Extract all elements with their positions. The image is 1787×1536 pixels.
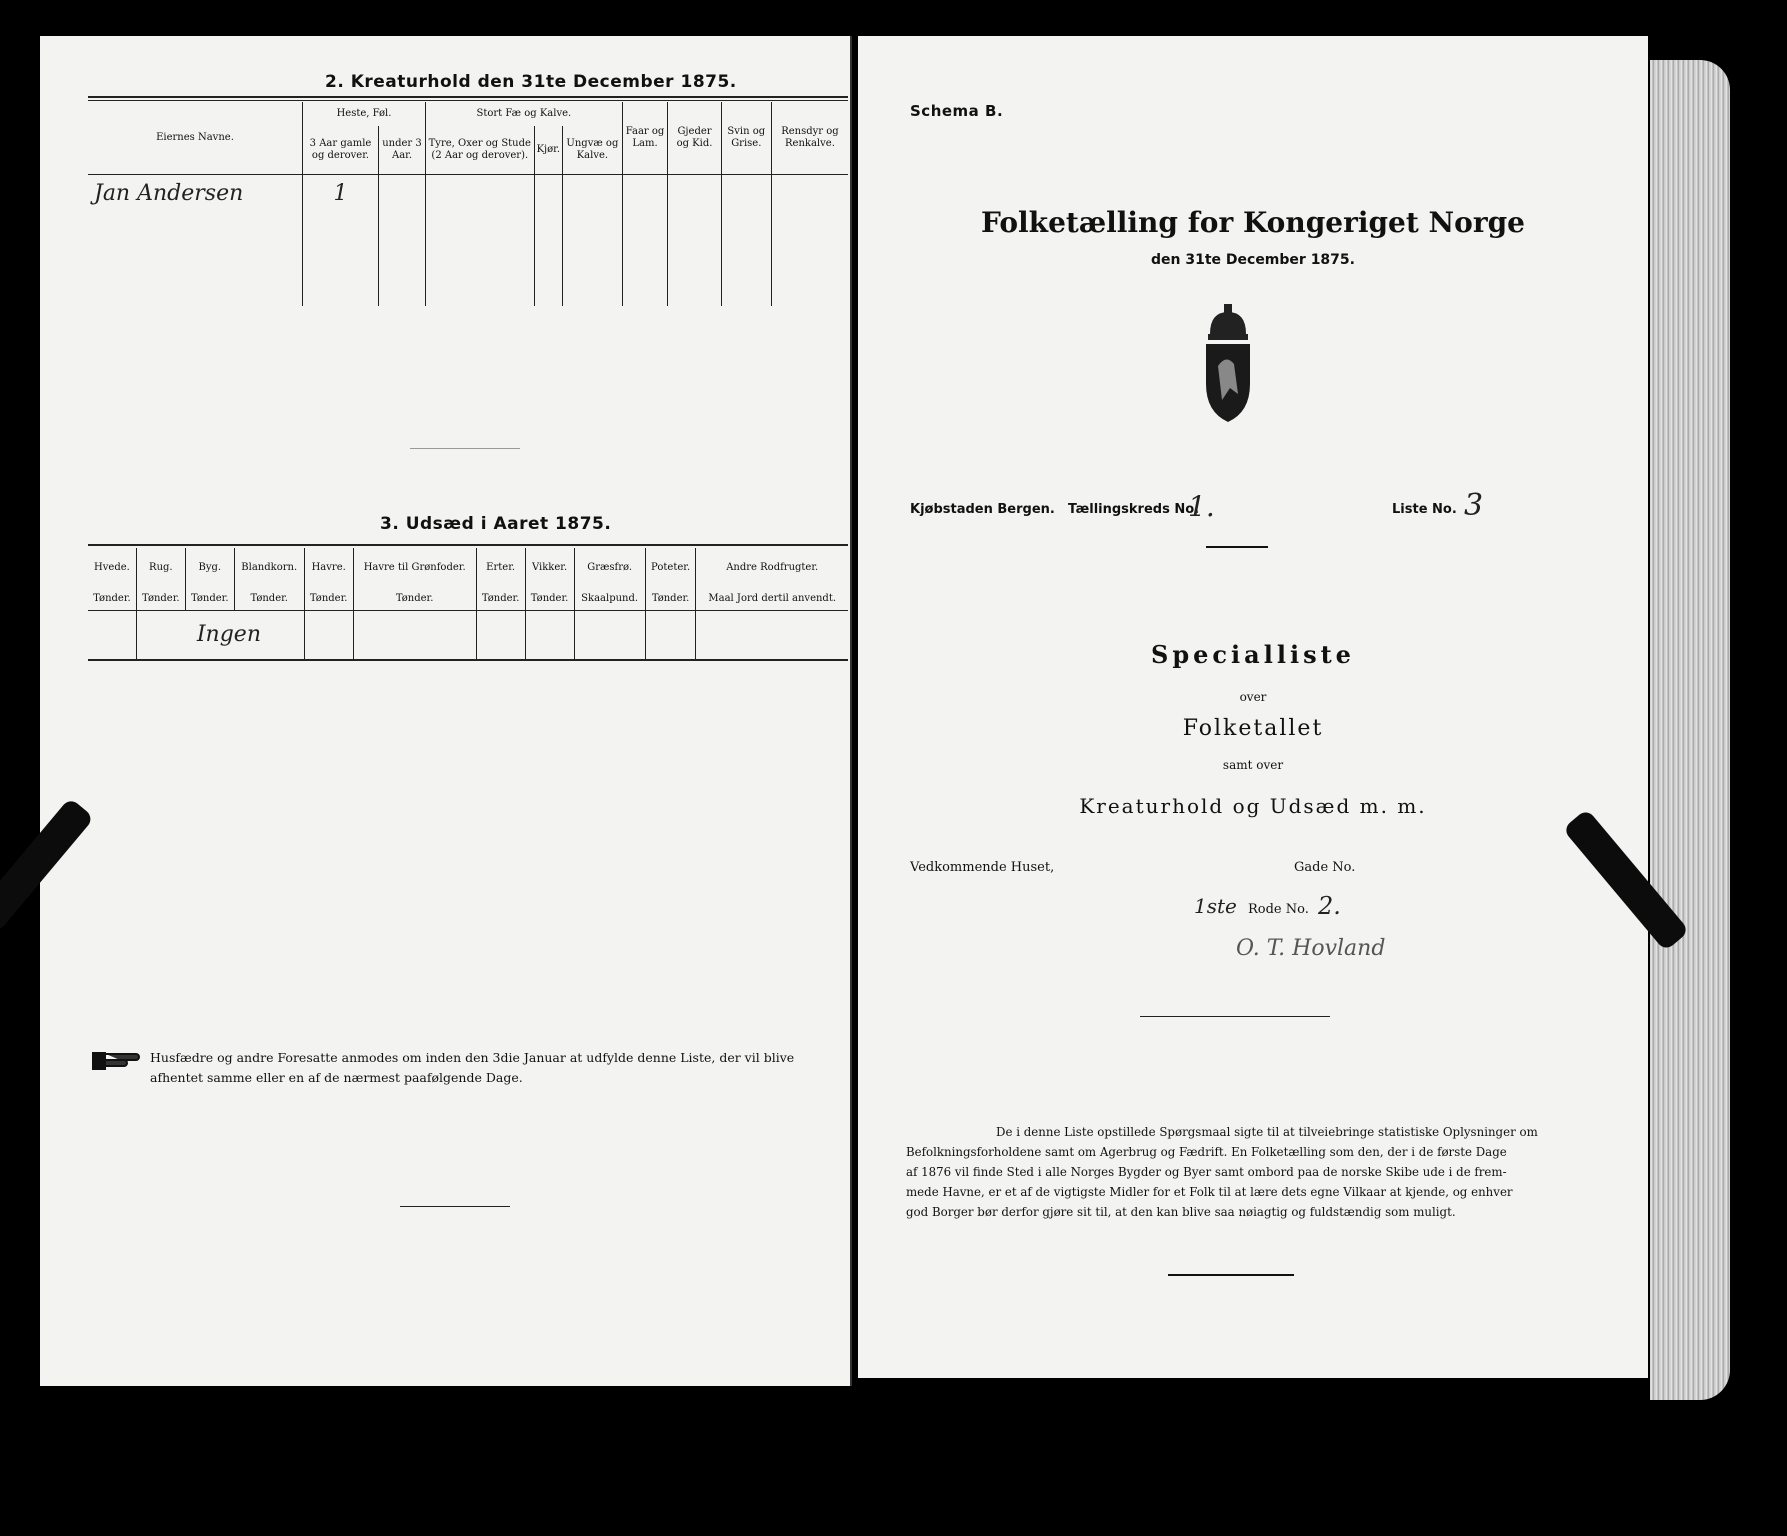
cattle-header: Stort Fæ og Kalve. bbox=[426, 102, 623, 126]
rode-value[interactable]: 2. bbox=[1318, 892, 1341, 920]
sheep-header: Faar og Lam. bbox=[622, 102, 668, 174]
body-line4: mede Havne, er et af de vigtigste Midler for et Folk til at lære dets egne Vilkaar at kjende, og enhver bbox=[906, 1185, 1513, 1199]
date-line: den 31te December 1875. bbox=[1151, 252, 1355, 268]
seed-top-rule bbox=[88, 544, 848, 546]
seed-table bbox=[88, 548, 848, 661]
reindeer-header: Rensdyr og Renkalve. bbox=[781, 126, 839, 149]
seed-unit-0: Tønder. bbox=[88, 588, 136, 610]
kreaturhold-title: Kreaturhold og Udsæd m. m. bbox=[1079, 794, 1427, 818]
seed-unit-9: Tønder. bbox=[645, 588, 696, 610]
folketallet: Folketallet bbox=[1182, 716, 1324, 741]
horses-header: Heste, Føl. bbox=[303, 102, 426, 126]
table-row bbox=[88, 174, 848, 212]
owner-signature: O. T. Hovland bbox=[1236, 936, 1386, 961]
seed-header-7: Vikker. bbox=[531, 562, 568, 574]
district-label: Tællingskreds No. bbox=[1068, 502, 1200, 517]
gade-label: Gade No. bbox=[1294, 860, 1356, 875]
horses-sub2: under 3 Aar. bbox=[379, 126, 426, 174]
horses-count: 1 bbox=[333, 180, 348, 206]
seed-header-1: Rug. bbox=[149, 562, 173, 574]
seed-unit-2: Tønder. bbox=[185, 588, 234, 610]
rode-prefix[interactable]: 1ste bbox=[1194, 894, 1237, 918]
seed-header-10: Andre Rodfrugter. bbox=[726, 562, 819, 574]
seed-header-9: Poteter. bbox=[651, 562, 691, 574]
district-value[interactable]: 1. bbox=[1188, 490, 1215, 523]
notice bbox=[150, 1048, 840, 1088]
seed-header-3: Blandkorn. bbox=[241, 562, 298, 574]
table-row bbox=[88, 212, 848, 244]
table-row bbox=[88, 610, 848, 660]
right-page bbox=[858, 36, 1648, 1378]
bottom-divider bbox=[400, 1206, 510, 1207]
cattle-sub3: Ungvæ og Kalve. bbox=[563, 126, 623, 174]
pointing-hand-icon bbox=[90, 1048, 142, 1072]
seed-header-2: Byg. bbox=[198, 562, 222, 574]
cattle-sub2: Kjør. bbox=[534, 126, 562, 174]
divider bbox=[1140, 1016, 1330, 1017]
seed-header-5: Havre til Grønfoder. bbox=[363, 562, 466, 574]
left-page bbox=[40, 36, 852, 1386]
seed-unit-3: Tønder. bbox=[234, 588, 304, 610]
seed-unit-10: Maal Jord dertil anvendt. bbox=[708, 593, 837, 604]
seed-unit-7: Tønder. bbox=[525, 588, 574, 610]
body-text bbox=[906, 1122, 1606, 1222]
body-line1: De i denne Liste opstillede Spørgsmaal sigte til at tilveiebringe statistiske Oplysninger om bbox=[996, 1125, 1538, 1139]
seed-unit-4: Tønder. bbox=[304, 588, 353, 610]
body-line2: Befolkningsforholdene samt om Agerbrug og Fædrift. En Folketælling som den, der i de første Dage bbox=[906, 1145, 1507, 1159]
top-rule bbox=[88, 96, 848, 98]
goats-header: Gjeder og Kid. bbox=[668, 102, 721, 174]
house-label: Vedkommende Huset, bbox=[910, 860, 1055, 875]
seed-unit-6: Tønder. bbox=[476, 588, 525, 610]
schema-label: Schema B. bbox=[910, 102, 1004, 120]
coat-of-arms-icon bbox=[1200, 304, 1256, 424]
over-text: over bbox=[1239, 690, 1267, 704]
body-line5: god Borger bør derfor gjøre sit til, at den kan blive saa nøiagtig og fuldstændig som muligt. bbox=[906, 1205, 1456, 1219]
table-row bbox=[88, 276, 848, 306]
special-title: Specialliste bbox=[1151, 640, 1355, 669]
seed-note: Ingen bbox=[196, 622, 261, 648]
notice-line1: Husfædre og andre Foresatte anmodes om inden den 3die Januar at udfylde denne Liste, der vil blive bbox=[150, 1050, 795, 1065]
seed-header-8: Græsfrø. bbox=[587, 562, 633, 574]
notice-line2: afhentet samme eller en af de nærmest paafølgende Dage. bbox=[150, 1070, 523, 1085]
seed-unit-1: Tønder. bbox=[136, 588, 185, 610]
cattle-sub1: Tyre, Oxer og Stude (2 Aar og derover). bbox=[426, 126, 535, 174]
seed-header-0: Hvede. bbox=[94, 562, 130, 574]
seed-unit-8: Skaalpund. bbox=[574, 588, 645, 610]
seed-unit-5: Tønder. bbox=[353, 588, 476, 610]
pigs-header: Svin og Grise. bbox=[721, 102, 771, 174]
list-label: Liste No. bbox=[1392, 502, 1457, 517]
owner-name: Jan Andersen bbox=[94, 180, 244, 206]
main-title: Folketælling for Kongeriget Norge bbox=[981, 206, 1525, 239]
seed-header-6: Erter. bbox=[486, 562, 516, 574]
bottom-divider bbox=[1168, 1274, 1294, 1276]
rode-label: Rode No. bbox=[1248, 902, 1309, 917]
city-label: Kjøbstaden Bergen. bbox=[910, 502, 1055, 517]
owner-header: Eiernes Navne. bbox=[88, 102, 303, 174]
seed-header-4: Havre. bbox=[311, 562, 346, 574]
horses-sub1: 3 Aar gamle og derover. bbox=[303, 126, 379, 174]
livestock-table bbox=[88, 102, 848, 306]
list-value[interactable]: 3 bbox=[1464, 488, 1484, 523]
samt-over: samt over bbox=[1222, 758, 1284, 772]
table-top-rule bbox=[88, 100, 848, 101]
section3-title: 3. Udsæd i Aaret 1875. bbox=[380, 514, 612, 534]
section2-title: 2. Kreaturhold den 31te December 1875. bbox=[325, 72, 737, 92]
body-line3: af 1876 vil finde Sted i alle Norges Bygder og Byer samt ombord paa de norske Skibe ude i de frem- bbox=[906, 1165, 1507, 1179]
table-row bbox=[88, 244, 848, 276]
divider bbox=[410, 448, 520, 449]
divider bbox=[1206, 546, 1268, 548]
book-edge bbox=[1650, 60, 1730, 1400]
